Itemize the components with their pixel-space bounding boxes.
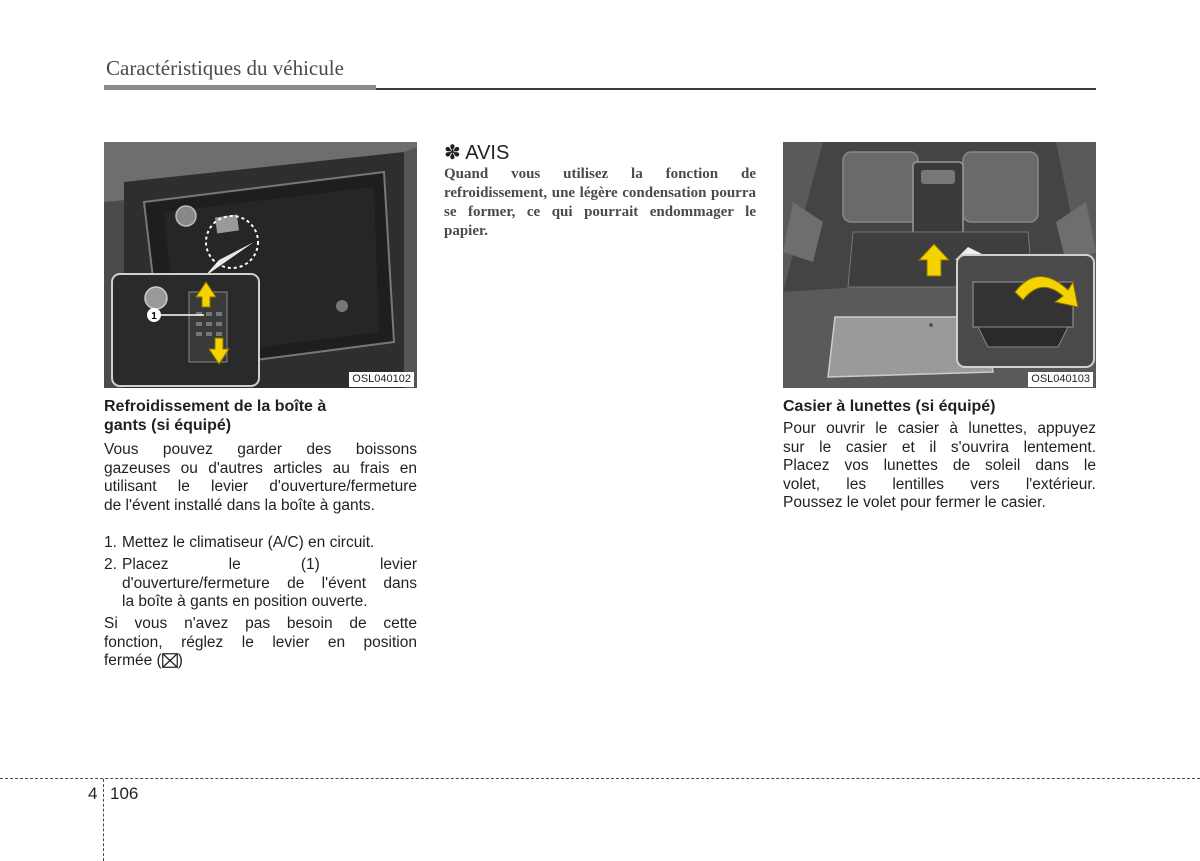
closed-vent-icon	[162, 653, 178, 668]
asterisk-icon: ✽	[444, 142, 461, 164]
footer-divider	[103, 779, 104, 861]
page-number: 106	[110, 784, 139, 803]
glovebox-outro: Si vous n'avez pas besoin de cette fonction, réglez le levier en position fermée ( )	[104, 615, 417, 669]
chapter-number: 4	[88, 784, 98, 803]
glovebox-intro: Vous pouvez garder des boissons gazeuses ou d'autres articles au frais en utilisant le levier d'ouverture/fermeture de l'évent installé dans la boîte à gants.	[104, 441, 417, 514]
header-rule	[376, 88, 1096, 90]
sunglass-holder-illustration	[783, 142, 1096, 388]
figure-code: OSL040102	[349, 372, 414, 387]
step-2: 2. Placez le (1) levier d'ouverture/fermeture de l'évent dans la boîte à gants en position ouverte.	[104, 556, 417, 610]
figure-code: OSL040103	[1028, 372, 1093, 387]
glovebox-illustration	[104, 142, 417, 388]
page-header-title: Caractéristiques du véhicule	[106, 56, 344, 80]
sunglass-holder-figure	[783, 142, 1096, 388]
avis-title: ✽ AVIS	[444, 142, 510, 164]
sunglass-holder-body: Pour ouvrir le casier à lunettes, appuyez sur le casier et il s'ouvrira lentement. Placez vos lunettes de soleil dans le volet, les lentilles vers l'extérieur. Poussez le volet pour fermer le casier.	[783, 420, 1096, 511]
header-rule-accent	[104, 85, 376, 90]
glovebox-figure	[104, 142, 417, 388]
callout-number: 1	[151, 311, 157, 322]
sunglass-holder-heading: Casier à lunettes (si équipé)	[783, 398, 996, 415]
glovebox-heading: Refroidissement de la boîte à gants (si équipé)	[104, 398, 327, 434]
footer-rule	[0, 778, 1200, 779]
step-1: 1. Mettez le climatiseur (A/C) en circuit.	[104, 534, 375, 551]
avis-text: Quand vous utilisez la fonction de refroidissement, une légère condensation pourra se former, ce qui pourrait endommager le papier.	[444, 166, 756, 239]
